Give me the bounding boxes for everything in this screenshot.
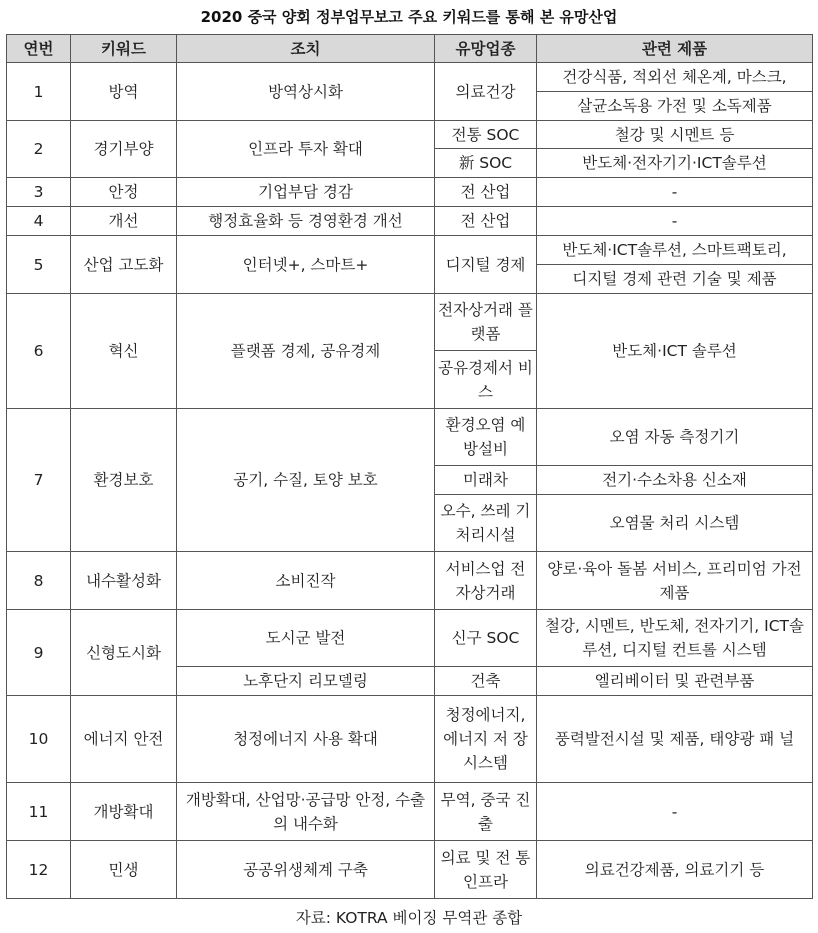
- cell-product: 반도체·ICT솔루션, 스마트팩토리,: [537, 236, 813, 265]
- cell-product: 오염물 처리 시스템: [537, 495, 813, 552]
- header-products: 관련 제품: [537, 35, 813, 63]
- cell-product: 반도체·전자기기·ICT솔루션: [537, 149, 813, 178]
- table-row: [7, 552, 813, 610]
- cell-product: 건강식품, 적외선 체온계, 마스크,: [537, 63, 813, 92]
- cell-keyword: 방역: [71, 63, 177, 121]
- cell-no: 6: [7, 294, 71, 409]
- cell-keyword: 민생: [71, 841, 177, 899]
- cell-product: 전기·수소차용 신소재: [537, 466, 813, 495]
- cell-no: 3: [7, 178, 71, 207]
- cell-industry: 의료 및 전 통 인프라: [435, 841, 537, 899]
- cell-industry: 新 SOC: [435, 149, 537, 178]
- cell-measure: 공기, 수질, 토양 보호: [177, 409, 435, 552]
- cell-industry: 전자상거래 플랫폼: [435, 294, 537, 351]
- cell-industry: 전 산업: [435, 178, 537, 207]
- table-row: [7, 409, 813, 466]
- header-keyword: 키워드: [71, 35, 177, 63]
- table-row: [7, 294, 813, 351]
- source-note: 자료: KOTRA 베이징 무역관 종합: [295, 909, 523, 927]
- cell-industry: 미래차: [435, 466, 537, 495]
- cell-measure: 공공위생체계 구축: [177, 841, 435, 899]
- cell-product: 풍력발전시설 및 제품, 태양광 패 널: [537, 696, 813, 783]
- cell-industry: 청정에너지, 에너지 저 장 시스템: [435, 696, 537, 783]
- cell-industry: 환경오염 예 방설비: [435, 409, 537, 466]
- cell-product: 의료건강제품, 의료기기 등: [537, 841, 813, 899]
- cell-measure: 청정에너지 사용 확대: [177, 696, 435, 783]
- cell-measure: 소비진작: [177, 552, 435, 610]
- cell-no: 10: [7, 696, 71, 783]
- cell-product: 철강, 시멘트, 반도체, 전자기기, ICT솔루션, 디지털 컨트롤 시스템: [537, 610, 813, 667]
- cell-product: 오염 자동 측정기기: [537, 409, 813, 466]
- cell-measure: 인터넷+, 스마트+: [177, 236, 435, 294]
- table-row: [7, 63, 813, 92]
- cell-measure: 기업부담 경감: [177, 178, 435, 207]
- cell-industry: 전 산업: [435, 207, 537, 236]
- table-row: [7, 783, 813, 841]
- table-title: 2020 중국 양회 정부업무보고 주요 키워드를 통해 본 유망산업: [200, 8, 618, 26]
- cell-no: 7: [7, 409, 71, 552]
- cell-keyword: 신형도시화: [71, 610, 177, 696]
- cell-keyword: 안정: [71, 178, 177, 207]
- cell-measure: 방역상시화: [177, 63, 435, 121]
- table-row: [7, 207, 813, 236]
- cell-no: 9: [7, 610, 71, 696]
- header-row: [7, 35, 813, 63]
- table-row: [7, 178, 813, 207]
- cell-product: -: [537, 178, 813, 207]
- cell-no: 5: [7, 236, 71, 294]
- cell-no: 2: [7, 121, 71, 178]
- industry-table: [6, 34, 813, 899]
- cell-keyword: 개방확대: [71, 783, 177, 841]
- cell-industry: 의료건강: [435, 63, 537, 121]
- cell-no: 4: [7, 207, 71, 236]
- table-row: [7, 236, 813, 265]
- cell-industry: 전통 SOC: [435, 121, 537, 149]
- cell-product: 디지털 경제 관련 기술 및 제품: [537, 265, 813, 294]
- cell-measure: 인프라 투자 확대: [177, 121, 435, 178]
- cell-measure: 개방확대, 산업망·공급망 안정, 수출의 내수화: [177, 783, 435, 841]
- table-row: [7, 610, 813, 667]
- table-row: [7, 121, 813, 149]
- cell-measure: 플랫폼 경제, 공유경제: [177, 294, 435, 409]
- cell-product: 반도체·ICT 솔루션: [537, 294, 813, 409]
- cell-no: 8: [7, 552, 71, 610]
- cell-product: -: [537, 783, 813, 841]
- cell-measure: 도시군 발전: [177, 610, 435, 667]
- cell-keyword: 혁신: [71, 294, 177, 409]
- header-industry: 유망업종: [435, 35, 537, 63]
- cell-industry: 건축: [435, 667, 537, 696]
- cell-industry: 디지털 경제: [435, 236, 537, 294]
- cell-product: 살균소독용 가전 및 소독제품: [537, 92, 813, 121]
- cell-no: 11: [7, 783, 71, 841]
- cell-product: 철강 및 시멘트 등: [537, 121, 813, 149]
- table-row: [7, 841, 813, 899]
- cell-product: 양로·육아 돌봄 서비스, 프리미엄 가전제품: [537, 552, 813, 610]
- cell-keyword: 내수활성화: [71, 552, 177, 610]
- cell-keyword: 경기부양: [71, 121, 177, 178]
- header-measure: 조치: [177, 35, 435, 63]
- cell-industry: 무역, 중국 진출: [435, 783, 537, 841]
- cell-keyword: 에너지 안전: [71, 696, 177, 783]
- table-row: [7, 696, 813, 783]
- cell-industry: 오수, 쓰레 기 처리시설: [435, 495, 537, 552]
- cell-keyword: 환경보호: [71, 409, 177, 552]
- cell-product: -: [537, 207, 813, 236]
- cell-no: 1: [7, 63, 71, 121]
- cell-industry: 공유경제서 비스: [435, 351, 537, 409]
- cell-measure: 행정효율화 등 경영환경 개선: [177, 207, 435, 236]
- cell-industry: 서비스업 전 자상거래: [435, 552, 537, 610]
- cell-product: 엘리베이터 및 관련부품: [537, 667, 813, 696]
- cell-no: 12: [7, 841, 71, 899]
- cell-keyword: 개선: [71, 207, 177, 236]
- cell-industry: 신구 SOC: [435, 610, 537, 667]
- header-no: 연번: [7, 35, 71, 63]
- cell-keyword: 산업 고도화: [71, 236, 177, 294]
- cell-measure: 노후단지 리모델링: [177, 667, 435, 696]
